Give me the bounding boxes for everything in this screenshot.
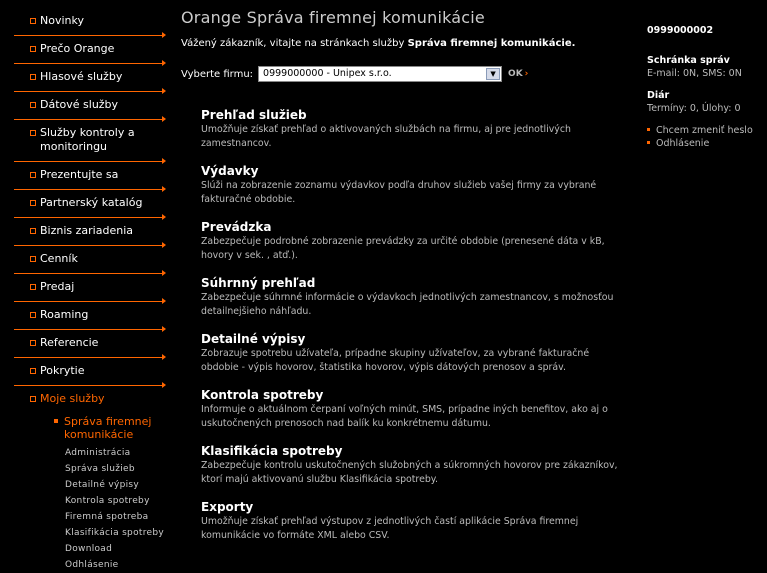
service-title-link[interactable]: Detailné výpisy	[201, 332, 306, 346]
left-navigation	[14, 8, 164, 573]
nav-subitem[interactable]: Odhlásenie	[65, 560, 119, 570]
nav-subitem[interactable]: Firemná spotreba	[65, 512, 149, 522]
service-item	[201, 108, 621, 164]
service-item	[201, 388, 621, 444]
nav-item[interactable]: Partnerský katalóg	[14, 190, 164, 217]
service-description: Slúži na zobrazenie zoznamu výdavkov podľa druhov služieb vašej firmy za vybrané fakturačné obdobie.	[201, 180, 597, 205]
bullet-icon	[30, 368, 36, 374]
services-list	[201, 108, 621, 556]
nav-item[interactable]: Prečo Orange	[14, 36, 164, 63]
welcome-text: Vážený zákazník, vitajte na stránkach služby Správa firemnej komunikácie.	[181, 38, 576, 49]
diary-title[interactable]: Diár	[647, 90, 670, 101]
service-item	[201, 220, 621, 276]
right-panel	[647, 24, 767, 150]
nav-subitem[interactable]: Klasifikácia spotreby	[65, 528, 164, 538]
service-item	[201, 444, 621, 500]
bullet-icon	[30, 200, 36, 206]
nav-item[interactable]: Novinky	[14, 8, 164, 35]
bullet-icon	[30, 46, 36, 52]
service-title-link[interactable]: Prevádzka	[201, 220, 272, 234]
service-item	[201, 164, 621, 220]
bullet-icon	[30, 284, 36, 290]
nav-subitem-sprava-firemnej-komunikacie[interactable]: Správa firemnej komunikácie	[14, 413, 164, 445]
nav-item[interactable]: Roaming	[14, 302, 164, 329]
company-select-label: Vyberte firmu:	[181, 68, 254, 80]
bullet-icon	[30, 256, 36, 262]
phone-number: 0999000002	[647, 25, 714, 36]
change-password-link[interactable]: Chcem zmeniť heslo	[647, 124, 767, 137]
nav-item[interactable]: Prezentujte sa	[14, 162, 164, 189]
service-description: Umožňuje získať prehľad výstupov z jednotlivých častí aplikácie Správa firemnej komunikácie vo formáte XML alebo CSV.	[201, 516, 579, 541]
service-description: Zabezpečuje podrobné zobrazenie prevádzky za určité obdobie (prenesené dáta v kB, hovory v sek. , atď.).	[201, 236, 605, 261]
bullet-icon	[30, 340, 36, 346]
nav-subitem[interactable]: Správa služieb	[65, 464, 135, 474]
bullet-icon	[30, 18, 36, 24]
nav-item[interactable]: Dátové služby	[14, 92, 164, 119]
service-item	[201, 276, 621, 332]
logout-link[interactable]: Odhlásenie	[647, 137, 767, 150]
square-bullet-icon	[647, 128, 650, 131]
service-description: Zabezpečuje kontrolu uskutočnených služobných a súkromných hovorov pre zákazníkov, ktorí majú aktivovanú službu Klasifikácia spotreby.	[201, 460, 618, 485]
nav-item[interactable]: Pokrytie	[14, 358, 164, 385]
service-title-link[interactable]: Kontrola spotreby	[201, 388, 324, 402]
mailbox-title[interactable]: Schránka správ	[647, 55, 730, 66]
nav-subitem[interactable]: Download	[65, 544, 113, 554]
nav-item[interactable]: Biznis zariadenia	[14, 218, 164, 245]
bullet-icon	[30, 396, 36, 402]
bullet-icon	[30, 228, 36, 234]
chevron-down-icon[interactable]: ▼	[486, 68, 500, 80]
bullet-icon	[30, 312, 36, 318]
page-title: Orange Správa firemnej komunikácie	[181, 8, 485, 27]
service-description: Zobrazuje spotrebu užívateľa, prípadne skupiny užívateľov, za vybrané fakturačné obdobie - výpis hovorov, štatistika hovorov, výpis dátových prenosov a správ.	[201, 348, 590, 373]
nav-item[interactable]: Predaj	[14, 274, 164, 301]
square-bullet-icon	[54, 419, 58, 423]
bullet-icon	[30, 74, 36, 80]
mailbox-info: E-mail: 0N, SMS: 0N	[647, 68, 742, 79]
nav-item[interactable]: Referencie	[14, 330, 164, 357]
nav-subitem[interactable]: Administrácia	[65, 448, 131, 458]
nav-item[interactable]: Služby kontroly a monitoringu	[14, 120, 164, 161]
nav-item[interactable]: Hlasové služby	[14, 64, 164, 91]
bullet-icon	[30, 130, 36, 136]
nav-subitem[interactable]: Detailné výpisy	[65, 480, 139, 490]
service-title-link[interactable]: Exporty	[201, 500, 254, 514]
diary-info: Termíny: 0, Úlohy: 0	[647, 103, 741, 114]
service-description: Umožňuje získať prehľad o aktivovaných službách na firmu, aj pre jednotlivých zamestnancov.	[201, 124, 571, 149]
service-item	[201, 500, 621, 556]
service-description: Informuje o aktuálnom čerpaní voľných minút, SMS, prípadne iných benefitov, ako aj o uskutočnených prenosoch nad balík ku konkrétnemu dátumu.	[201, 404, 608, 429]
main-content	[181, 8, 621, 82]
service-item	[201, 332, 621, 388]
nav-item-moje-sluzby[interactable]: Moje služby	[14, 386, 164, 413]
service-title-link[interactable]: Súhrnný prehľad	[201, 276, 316, 290]
bullet-icon	[30, 102, 36, 108]
square-bullet-icon	[647, 141, 650, 144]
service-title-link[interactable]: Klasifikácia spotreby	[201, 444, 343, 458]
ok-button[interactable]: OK ›	[508, 69, 529, 79]
service-title-link[interactable]: Prehľad služieb	[201, 108, 307, 122]
bullet-icon	[30, 172, 36, 178]
service-title-link[interactable]: Výdavky	[201, 164, 259, 178]
nav-item[interactable]: Cenník	[14, 246, 164, 273]
nav-subitem[interactable]: Kontrola spotreby	[65, 496, 150, 506]
company-selector-row	[181, 66, 621, 82]
company-select[interactable]: 0999000000 - Unipex s.r.o. ▼	[258, 66, 502, 82]
service-description: Zabezpečuje súhrnné informácie o výdavkoch jednotlivých zamestnancov, s možnosťou detailnejšieho náhľadu.	[201, 292, 614, 317]
arrow-right-icon: ›	[524, 69, 529, 79]
